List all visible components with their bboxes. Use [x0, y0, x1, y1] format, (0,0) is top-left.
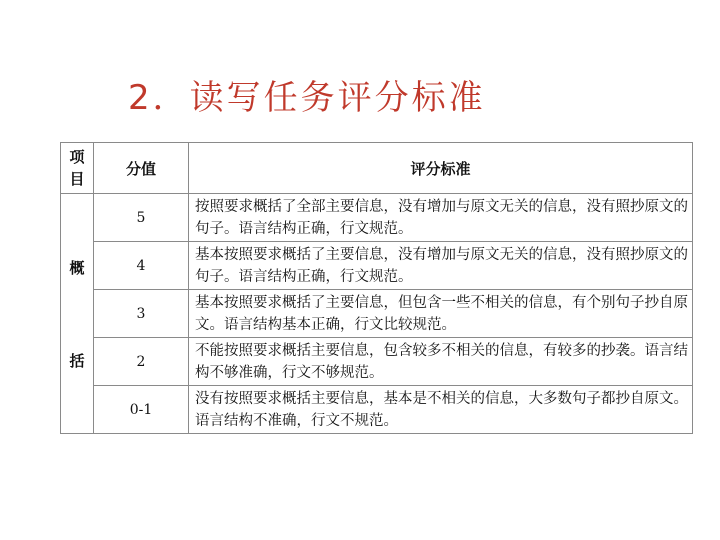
header-criteria: 评分标准 [189, 143, 693, 194]
table-row [61, 338, 693, 386]
category-cell [61, 194, 94, 434]
score-cell: 2 [94, 338, 189, 386]
header-score: 分值 [94, 143, 189, 194]
scoring-rubric-table [60, 142, 693, 434]
criteria-cell: 基本按照要求概括了主要信息，没有增加与原文无关的信息，没有照抄原文的句子。语言结构正确，行文规范。 [189, 242, 693, 290]
score-cell: 5 [94, 194, 189, 242]
score-cell: 4 [94, 242, 189, 290]
criteria-cell: 没有按照要求概括主要信息，基本是不相关的信息，大多数句子都抄自原文。语言结构不准确，行文不规范。 [189, 386, 693, 434]
table-row [61, 194, 693, 242]
page-title: 2．读写任务评分标准 [128, 78, 486, 118]
header-item-line2: 目 [69, 170, 85, 188]
criteria-cell: 不能按照要求概括主要信息，包含较多不相关的信息，有较多的抄袭。语言结构不够准确，行文不够规范。 [189, 338, 693, 386]
header-item-line1: 项 [69, 148, 85, 166]
table-row [61, 290, 693, 338]
category-char-2: 括 [69, 351, 85, 370]
table-row [61, 386, 693, 434]
header-item [61, 143, 94, 194]
score-cell: 0-1 [94, 386, 189, 434]
table-row [61, 242, 693, 290]
table-header-row [61, 143, 693, 194]
score-cell: 3 [94, 290, 189, 338]
criteria-cell: 按照要求概括了全部主要信息，没有增加与原文无关的信息，没有照抄原文的句子。语言结构正确，行文规范。 [189, 194, 693, 242]
category-char-1: 概 [69, 258, 85, 277]
criteria-cell: 基本按照要求概括了主要信息，但包含一些不相关的信息，有个别句子抄自原文。语言结构基本正确，行文比较规范。 [189, 290, 693, 338]
